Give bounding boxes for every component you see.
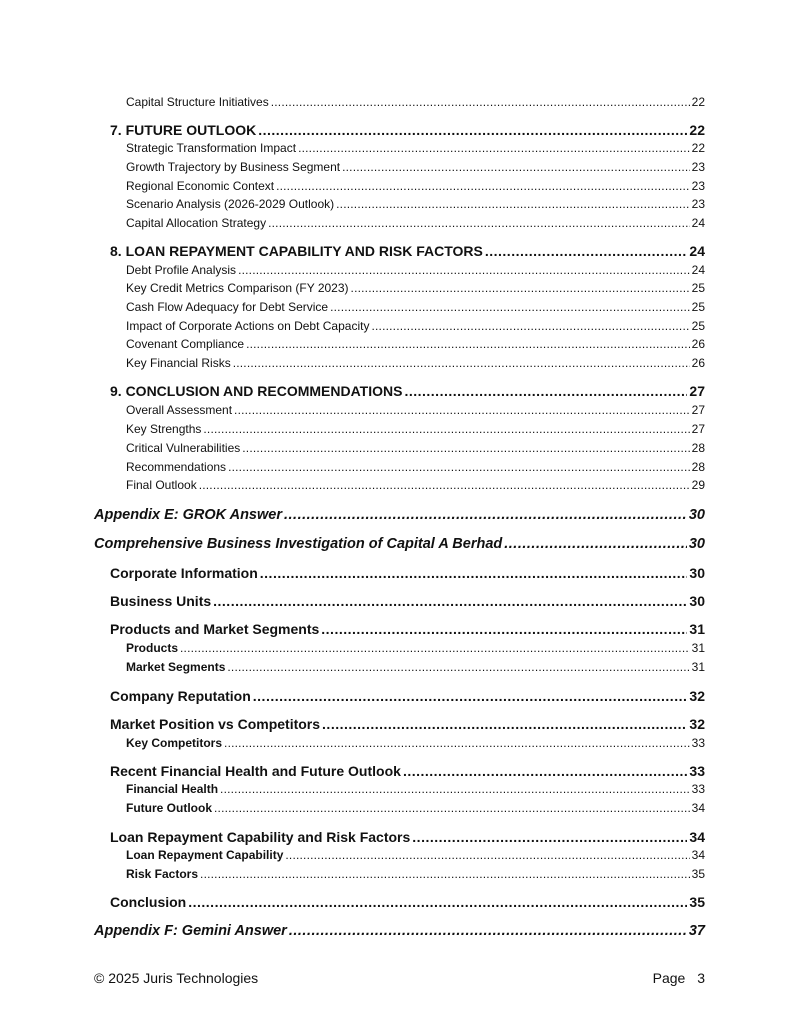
toc-entry-page: 27	[691, 403, 705, 417]
toc-leader-dots	[200, 867, 690, 881]
toc-entry-page: 34	[691, 801, 705, 815]
toc-entry-title: Market Position vs Competitors	[110, 716, 321, 732]
toc-leader-dots	[220, 782, 690, 796]
toc-entry-page: 30	[688, 507, 705, 523]
toc-entry[interactable]	[110, 763, 705, 779]
toc-entry-title: Capital Allocation Strategy	[126, 216, 267, 230]
toc-entry[interactable]	[126, 216, 705, 230]
footer-page-number: 3	[697, 970, 705, 986]
toc-leader-dots	[258, 122, 687, 138]
toc-leader-dots	[276, 179, 690, 193]
toc-entry-page: 32	[689, 716, 705, 732]
toc-leader-dots	[242, 441, 689, 455]
toc-leader-dots	[321, 621, 687, 637]
toc-entry-page: 26	[691, 356, 705, 370]
toc-entry-title: Key Competitors	[126, 736, 223, 750]
toc-entry[interactable]	[126, 337, 705, 351]
toc-entry-page: 29	[691, 478, 705, 492]
footer-copyright: © 2025 Juris Technologies	[94, 970, 259, 986]
toc-entry[interactable]	[126, 867, 705, 881]
toc-leader-dots	[246, 337, 690, 351]
toc-leader-dots	[188, 894, 687, 910]
toc-entry-title: Risk Factors	[126, 867, 199, 881]
toc-entry[interactable]	[110, 565, 705, 581]
toc-entry[interactable]	[126, 281, 705, 295]
toc-entry-page: 25	[691, 319, 705, 333]
toc-leader-dots	[330, 300, 690, 314]
toc-entry-page: 22	[689, 122, 705, 138]
toc-entry-page: 22	[691, 141, 705, 155]
toc-entry-title: Future Outlook	[126, 801, 212, 815]
toc-leader-dots	[271, 95, 690, 109]
toc-entry[interactable]	[126, 441, 705, 455]
toc-entry[interactable]	[126, 160, 705, 174]
toc-entry[interactable]	[126, 356, 705, 370]
toc-entry-page: 34	[691, 848, 705, 862]
toc-entry[interactable]	[126, 782, 705, 796]
toc-leader-dots	[203, 422, 689, 436]
toc-entry[interactable]	[126, 422, 705, 436]
toc-entry-page: 24	[691, 216, 705, 230]
toc-entry-title: Scenario Analysis (2026-2029 Outlook)	[126, 197, 335, 211]
toc-entry-title: Business Units	[110, 593, 212, 609]
toc-entry[interactable]	[110, 621, 705, 637]
toc-entry-title: Debt Profile Analysis	[126, 263, 237, 277]
toc-entry[interactable]	[110, 829, 705, 845]
toc-entry-page: 30	[689, 565, 705, 581]
toc-leader-dots	[238, 263, 690, 277]
toc-entry-title: Regional Economic Context	[126, 179, 275, 193]
toc-entry-title: Corporate Information	[110, 565, 258, 581]
toc-leader-dots	[227, 660, 689, 674]
toc-entry-page: 22	[691, 95, 705, 109]
toc-entry[interactable]	[110, 716, 705, 732]
toc-entry[interactable]	[110, 383, 705, 399]
toc-entry[interactable]	[126, 95, 705, 109]
toc-leader-dots	[234, 403, 690, 417]
toc-leader-dots	[224, 736, 690, 750]
toc-entry-title: Recommendations	[126, 460, 227, 474]
toc-entry-title: 9. CONCLUSION AND RECOMMENDATIONS	[110, 383, 403, 399]
toc-entry-title: Impact of Corporate Actions on Debt Capacity	[126, 319, 370, 333]
toc-entry-page: 23	[691, 160, 705, 174]
toc-entry-page: 28	[691, 441, 705, 455]
toc-entry-title: Market Segments	[126, 660, 226, 674]
toc-entry-title: Key Financial Risks	[126, 356, 231, 370]
toc-entry[interactable]	[126, 478, 705, 492]
toc-entry[interactable]	[94, 923, 705, 939]
toc-entry-title: 7. FUTURE OUTLOOK	[110, 122, 257, 138]
toc-entry-page: 33	[691, 782, 705, 796]
toc-leader-dots	[298, 141, 690, 155]
toc-leader-dots	[336, 197, 690, 211]
toc-entry-page: 27	[689, 383, 705, 399]
toc-leader-dots	[228, 460, 690, 474]
toc-entry-page: 24	[689, 243, 705, 259]
toc-leader-dots	[504, 536, 687, 552]
toc-entry-title: Key Strengths	[126, 422, 202, 436]
footer-page-label: Page	[652, 970, 686, 986]
toc-entry-page: 31	[689, 621, 705, 637]
toc-entry[interactable]	[126, 403, 705, 417]
toc-entry-title: Products and Market Segments	[110, 621, 320, 637]
toc-leader-dots	[260, 565, 688, 581]
toc-leader-dots	[180, 641, 690, 655]
toc-entry-title: 8. LOAN REPAYMENT CAPABILITY AND RISK FACTORS	[110, 243, 483, 259]
toc-entry-page: 23	[691, 179, 705, 193]
toc-leader-dots	[214, 801, 690, 815]
toc-entry-page: 35	[689, 894, 705, 910]
toc-entry[interactable]	[126, 141, 705, 155]
toc-entry-page: 33	[689, 763, 705, 779]
toc-entry-title: Strategic Transformation Impact	[126, 141, 297, 155]
toc-entry-title: Key Credit Metrics Comparison (FY 2023)	[126, 281, 349, 295]
toc-entry[interactable]	[94, 507, 705, 523]
toc-entry-title: Conclusion	[110, 894, 187, 910]
toc-leader-dots	[404, 383, 687, 399]
toc-entry-title: Critical Vulnerabilities	[126, 441, 241, 455]
toc-entry[interactable]	[126, 641, 705, 655]
toc-entry-page: 26	[691, 337, 705, 351]
toc-entry[interactable]	[126, 660, 705, 674]
toc-entry[interactable]	[126, 179, 705, 193]
toc-entry-page: 34	[689, 829, 705, 845]
toc-entry-page: 32	[689, 688, 705, 704]
toc-entry[interactable]	[110, 894, 705, 910]
toc-entry-title: Capital Structure Initiatives	[126, 95, 269, 109]
toc-entry-title: Growth Trajectory by Business Segment	[126, 160, 341, 174]
toc-entry-page: 35	[691, 867, 705, 881]
toc-leader-dots	[213, 593, 687, 609]
toc-entry-page: 31	[691, 660, 705, 674]
toc-leader-dots	[284, 507, 687, 523]
toc-entry-page: 30	[689, 593, 705, 609]
toc-entry[interactable]	[126, 801, 705, 815]
toc-leader-dots	[342, 160, 690, 174]
toc-entry-page: 28	[691, 460, 705, 474]
toc-entry-title: Covenant Compliance	[126, 337, 245, 351]
toc-entry-page: 27	[691, 422, 705, 436]
toc-entry-page: 30	[688, 536, 705, 552]
toc-entry-title: Final Outlook	[126, 478, 197, 492]
footer-page	[645, 970, 705, 986]
toc-entry-page: 31	[691, 641, 705, 655]
toc-entry[interactable]	[110, 688, 705, 704]
toc-entry-title: Appendix E: GROK Answer	[94, 507, 282, 523]
toc-entry-page: 24	[691, 263, 705, 277]
toc-leader-dots	[371, 319, 689, 333]
toc-entry[interactable]	[126, 736, 705, 750]
toc-entry[interactable]	[126, 300, 705, 314]
toc-leader-dots	[289, 923, 687, 939]
toc-leader-dots	[199, 478, 690, 492]
toc-leader-dots	[233, 356, 690, 370]
toc-entry[interactable]	[126, 263, 705, 277]
toc-leader-dots	[403, 763, 687, 779]
toc-entry-title: Financial Health	[126, 782, 219, 796]
toc-entry-title: Appendix F: Gemini Answer	[94, 923, 287, 939]
toc-entry-title: Company Reputation	[110, 688, 251, 704]
toc-entry-title: Comprehensive Business Investigation of Capital A Berhad	[94, 536, 503, 552]
toc-leader-dots	[412, 829, 687, 845]
toc-entry-title: Cash Flow Adequacy for Debt Service	[126, 300, 329, 314]
toc-entry[interactable]	[110, 243, 705, 259]
toc-leader-dots	[285, 848, 689, 862]
toc-leader-dots	[253, 688, 688, 704]
toc-entry-title: Recent Financial Health and Future Outlook	[110, 763, 401, 779]
toc-entry-title: Loan Repayment Capability	[126, 848, 284, 862]
toc-entry[interactable]	[126, 197, 705, 211]
toc-entry-title: Overall Assessment	[126, 403, 233, 417]
toc-entry-page: 33	[691, 736, 705, 750]
toc-entry[interactable]	[126, 848, 705, 862]
toc-entry[interactable]	[126, 319, 705, 333]
toc-entry[interactable]	[94, 536, 705, 552]
toc-entry[interactable]	[110, 122, 705, 138]
toc-leader-dots	[485, 243, 688, 259]
toc-entry-page: 37	[688, 923, 705, 939]
toc-entry-page: 25	[691, 281, 705, 295]
toc-leader-dots	[322, 716, 687, 732]
toc-entry-page: 23	[691, 197, 705, 211]
toc-entry[interactable]	[126, 460, 705, 474]
toc-entry[interactable]	[110, 593, 705, 609]
toc-entry-page: 25	[691, 300, 705, 314]
toc-entry-title: Loan Repayment Capability and Risk Factors	[110, 829, 411, 845]
toc-leader-dots	[351, 281, 690, 295]
toc-leader-dots	[268, 216, 690, 230]
toc-entry-title: Products	[126, 641, 179, 655]
